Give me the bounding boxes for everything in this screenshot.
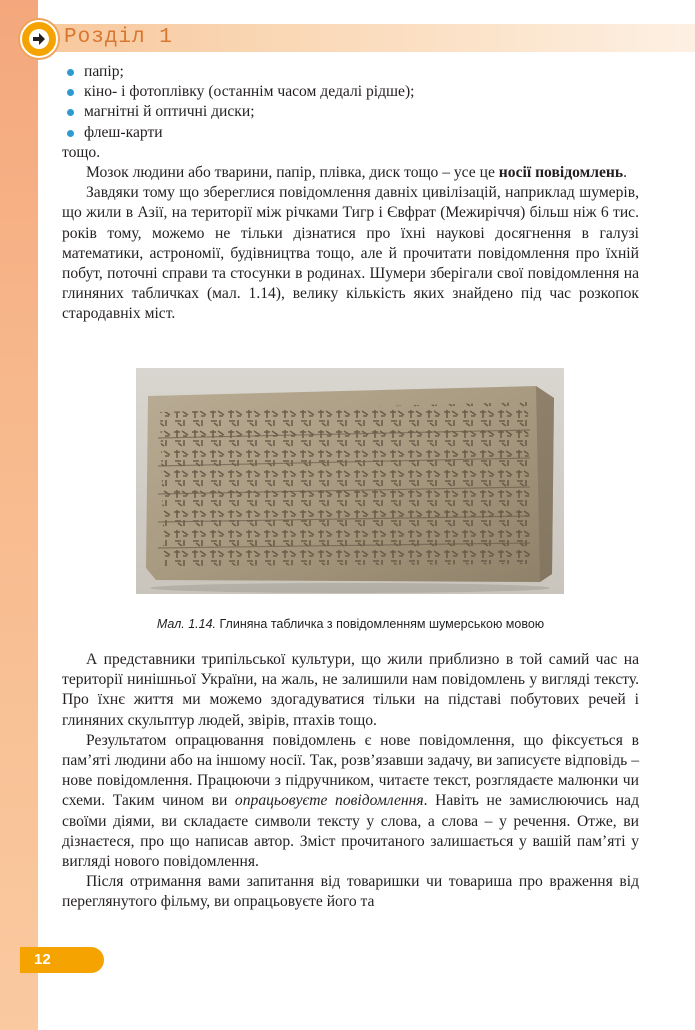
media-list xyxy=(62,62,639,143)
paragraph: Після отримання вами запитання від товаришки чи товариша про враження від переглянутого фільму, ви опрацьовуєте його та xyxy=(62,873,639,911)
page-number: 12 xyxy=(34,951,51,968)
list-item: кіно- і фотоплівку (останнім часом дедалі рідше); xyxy=(62,82,639,102)
text-block-bottom xyxy=(62,650,639,913)
left-margin-band xyxy=(0,0,38,1030)
list-item: флеш-карти xyxy=(62,123,639,143)
caption-label: Мал. 1.14. xyxy=(156,617,216,631)
clay-tablet-image xyxy=(136,368,564,594)
term-italic: опрацьовуєте повідомлення xyxy=(234,792,424,810)
arrow-right-icon xyxy=(20,20,58,58)
paragraph-text: Мозок людини або тварини, папір, плівка, диск тощо – усе це xyxy=(86,164,495,182)
paragraph xyxy=(62,163,639,183)
paragraph: А представники трипільської культури, що жили приблизно в той самий час на території нинішньої України, на жаль, не залишили нам повідомлень у вигляді тексту. Про їхнє життя ми можемо здогадуватися тільки на підставі побутових речей і глиняних скульптур людей, звірів, птахів тощо. xyxy=(62,651,639,729)
paragraph-text: . Навіть не замислюючись над своїми діями, ви складаєте символи тексту у слова, а слова – у речення. Отже, ви дізнаєтеся, про що написав автор. Зміст прочитаного залишається у вашій пам’яті у вигляді нового повідомлення. xyxy=(62,792,640,871)
list-tail: тощо. xyxy=(62,143,101,161)
paragraph: Завдяки тому що збереглися повідомлення давніх цивілізацій, наприклад шумерів, що жили в Азії, на території між річками Тигр і Євфрат (Межиріччя) більш ніж 6 тис. років тому, можемо не тільки дізнатися про їхні наукові досягнення в галузі математики, астрономії, будівництва тощо, але й прочитати повідомлення про їхній побут, поточні справи та стосунки в родинах. Шумери зберігали свої повідомлення на глиняних табличках (мал. 1.14), велику кількість яких знайдено під час розкопок стародавніх міст. xyxy=(62,184,639,323)
chapter-title: Розділ 1 xyxy=(64,26,173,49)
list-item: папір; xyxy=(62,62,639,82)
term-bold: носії повідомлень xyxy=(498,164,624,182)
page-number-tab xyxy=(20,947,104,973)
figure-caption xyxy=(62,617,639,631)
caption-text: Глиняна табличка з повідомленням шумерською мовою xyxy=(219,617,545,631)
paragraph xyxy=(62,731,639,872)
text-block-top xyxy=(62,62,639,325)
list-item: магнітні й оптичні диски; xyxy=(62,102,639,122)
paragraph-end: . xyxy=(623,164,628,182)
paragraph-text: Результатом опрацювання повідомлень є нове повідомлення, що фіксується в пам’яті людини або на іншому носії. Так, розв’язавши задачу, ви записуєте відповідь – нове повідомлення. Працюючи з підручником, читаєте текст, розглядаєте малюнки чи схеми. Таким чином ви xyxy=(62,731,639,810)
